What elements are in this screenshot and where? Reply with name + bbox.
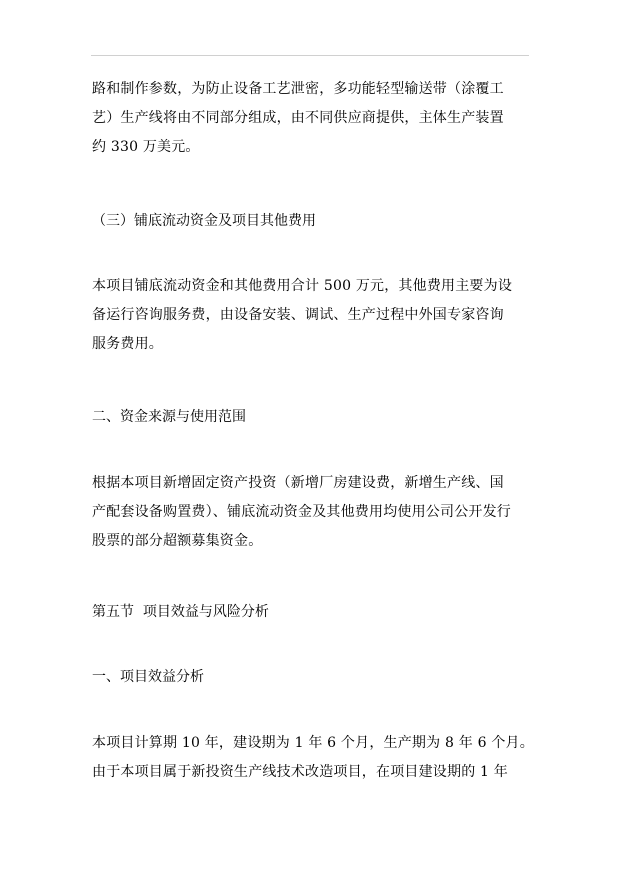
text-line: 本项目铺底流动资金和其他费用合计 500 万元，其他费用主要为设: [92, 278, 513, 294]
text-line: 产配套设备购置费）、铺底流动资金及其他费用均使用公司公开发行: [92, 504, 511, 520]
paragraph-benefit-analysis: [92, 729, 534, 787]
paragraph-funding-source: [92, 469, 511, 556]
text-line: 约 330 万美元。: [92, 139, 200, 155]
section-heading: 一、项目效益分析: [92, 669, 204, 685]
text-line: 艺）生产线将由不同部分组成，由不同供应商提供，主体生产装置: [92, 110, 504, 126]
chapter-heading: 第五节 项目效益与风险分析: [92, 604, 269, 620]
text-line: 本项目计算期 10 年，建设期为 1 年 6 个月，生产期为 8 年 6 个月。: [92, 735, 534, 751]
section-heading: （三）铺底流动资金及项目其他费用: [92, 213, 316, 229]
section-heading: 二、资金来源与使用范围: [92, 409, 246, 425]
text-line: 股票的部分超额募集资金。: [92, 533, 263, 549]
text-line: 备运行咨询服务费，由设备安装、调试、生产过程中外国专家咨询: [92, 307, 504, 323]
paragraph-equipment-cost: [92, 75, 504, 162]
text-line: 根据本项目新增固定资产投资（新增厂房建设费，新增生产线、国: [92, 475, 504, 491]
text-line: 路和制作参数，为防止设备工艺泄密，多功能轻型输送带（涂覆工: [92, 81, 504, 97]
text-line: 服务费用。: [92, 336, 163, 352]
text-line: 由于本项目属于新投资生产线技术改造项目，在项目建设期的 1 年: [92, 764, 509, 780]
header-rule: [91, 55, 529, 56]
paragraph-working-capital: [92, 272, 512, 359]
